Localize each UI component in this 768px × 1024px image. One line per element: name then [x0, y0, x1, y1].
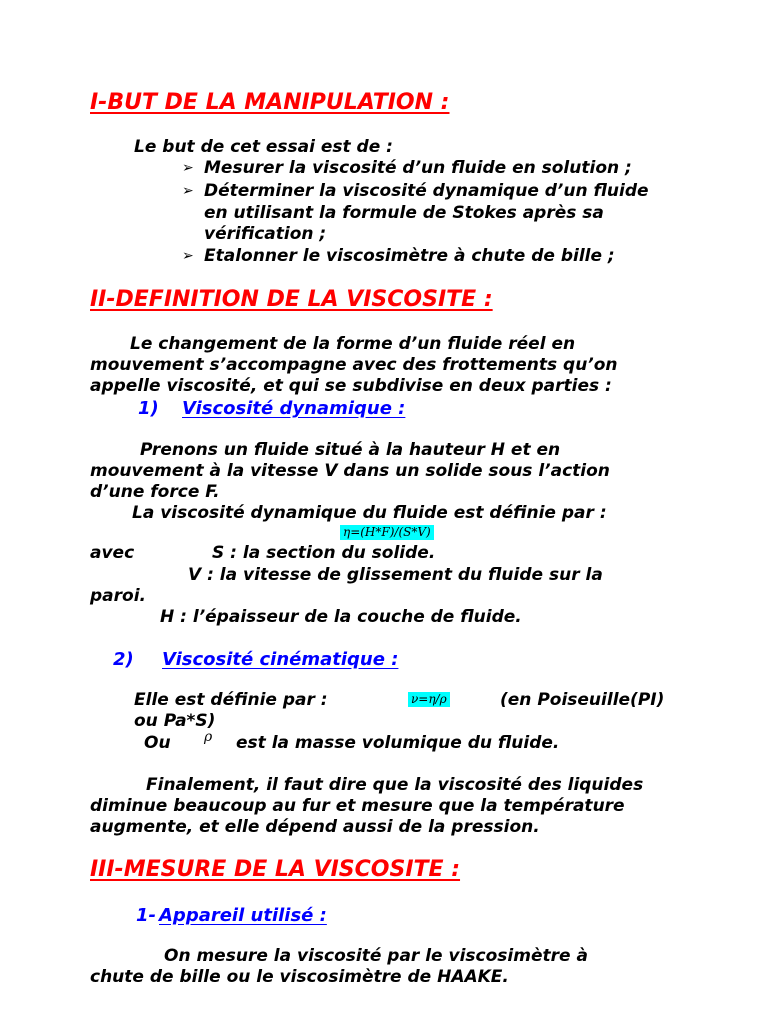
definition-paragraph-line: appelle viscosité, et qui se subdivise en deux parties :: [90, 376, 612, 396]
body-line: Prenons un fluide situé à la hauteur H et en: [140, 440, 561, 460]
bullet-arrow-icon: ➢: [182, 183, 194, 199]
body-line: d’une force F.: [90, 482, 220, 502]
ou-label: Ou: [144, 733, 171, 753]
kinematic-definition-label: Elle est définie par :: [134, 690, 328, 710]
subsection-title-kinematic-viscosity: Viscosité cinématique :: [162, 649, 399, 670]
definition-s: S : la section du solide.: [212, 543, 436, 563]
rho-definition: est la masse volumique du fluide.: [236, 733, 560, 753]
section-1-heading: I-BUT DE LA MANIPULATION :: [90, 90, 450, 115]
body-line: La viscosité dynamique du fluide est définie par :: [132, 503, 607, 523]
subsection-title-dynamic-viscosity: Viscosité dynamique :: [182, 398, 406, 419]
section-3-heading: III-MESURE DE LA VISCOSITE :: [90, 857, 461, 882]
bullet-item: Etalonner le viscosimètre à chute de bille ;: [204, 246, 615, 266]
definition-h: H : l’épaisseur de la couche de fluide.: [160, 607, 522, 627]
bullet-item: Mesurer la viscosité d’un fluide en solution ;: [204, 158, 632, 178]
bullet-item-continuation: vérification ;: [204, 224, 327, 244]
bullet-arrow-icon: ➢: [182, 160, 194, 176]
unit-text-continuation: ou Pa*S): [134, 711, 216, 731]
subsection-number: 1): [138, 398, 159, 419]
conclusion-line: diminue beaucoup au fur et mesure que la température: [90, 796, 625, 816]
subsection-number: 2): [113, 649, 134, 670]
apparatus-line: chute de bille ou le viscosimètre de HAAKE.: [90, 967, 509, 987]
kinematic-viscosity-formula: ν=η/ρ: [408, 692, 450, 707]
definition-paragraph-line: Le changement de la forme d’un fluide réel en: [130, 334, 576, 354]
subsection-number: 1-: [136, 905, 156, 926]
avec-label: avec: [90, 543, 135, 563]
rho-symbol: ρ: [204, 729, 213, 745]
dynamic-viscosity-formula: η=(H*F)/(S*V): [340, 525, 434, 540]
bullet-item-continuation: en utilisant la formule de Stokes après sa: [204, 203, 604, 223]
subsection-title-apparatus: Appareil utilisé :: [159, 905, 327, 926]
definition-v-continuation: paroi.: [90, 586, 146, 606]
bullet-item: Déterminer la viscosité dynamique d’un fluide: [204, 181, 649, 201]
conclusion-line: augmente, et elle dépend aussi de la pression.: [90, 817, 540, 837]
unit-text: (en Poiseuille(PI): [500, 690, 665, 710]
bullet-arrow-icon: ➢: [182, 248, 194, 264]
body-line: mouvement à la vitesse V dans un solide sous l’action: [90, 461, 610, 481]
section-2-heading: II-DEFINITION DE LA VISCOSITE :: [90, 287, 493, 312]
apparatus-line: On mesure la viscosité par le viscosimètre à: [164, 946, 588, 966]
definition-v: V : la vitesse de glissement du fluide sur la: [188, 565, 603, 585]
definition-paragraph-line: mouvement s’accompagne avec des frottements qu’on: [90, 355, 618, 375]
section-1-intro: Le but de cet essai est de :: [134, 137, 393, 157]
conclusion-line: Finalement, il faut dire que la viscosité des liquides: [146, 775, 644, 795]
